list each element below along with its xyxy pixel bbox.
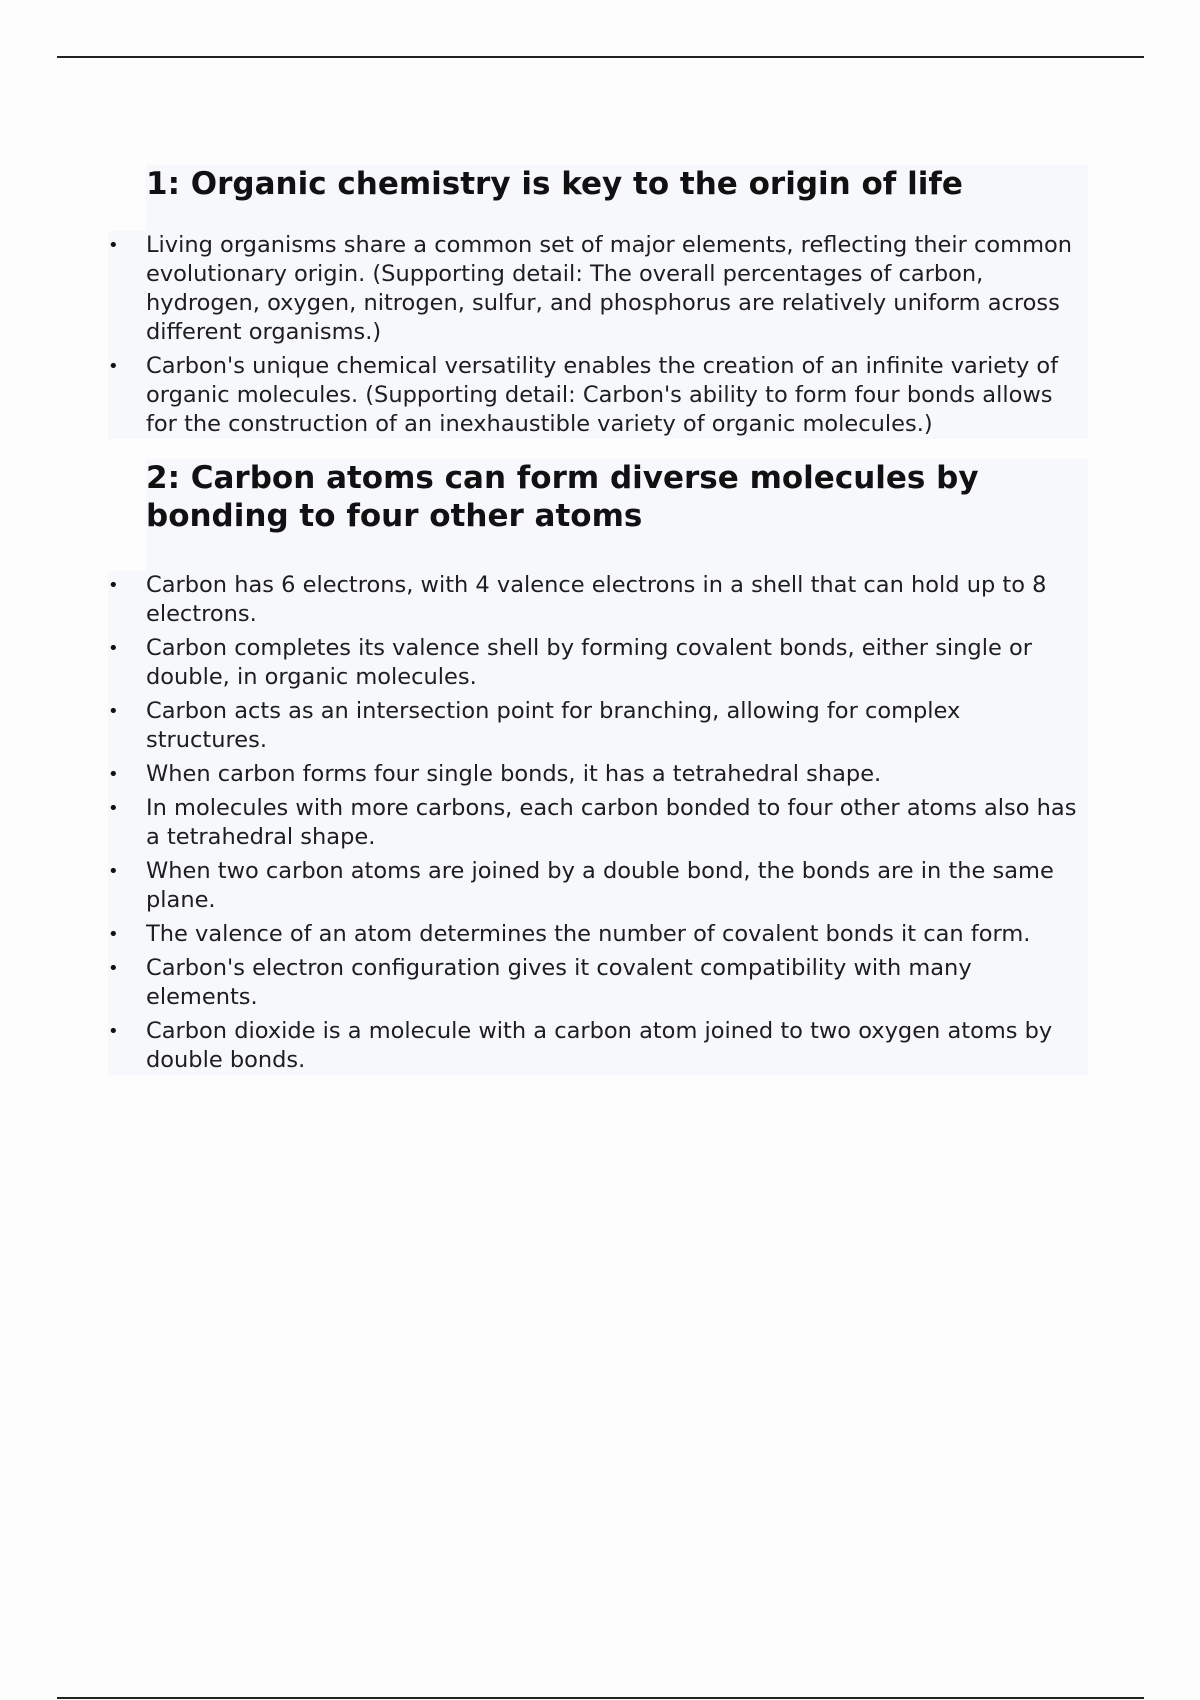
bullet-icon: • bbox=[108, 798, 119, 819]
section-origin-of-life bbox=[108, 165, 1088, 439]
page-top-rule bbox=[57, 56, 1144, 58]
bullet-icon: • bbox=[108, 235, 119, 256]
list-item: • In molecules with more carbons, each carbon bonded to four other atoms also has a tetrahedral shape. bbox=[108, 795, 1077, 850]
section-heading: 2: Carbon atoms can form diverse molecules by bonding to four other atoms bbox=[108, 459, 1088, 535]
list-item: • Carbon dioxide is a molecule with a carbon atom joined to two oxygen atoms by double bonds. bbox=[108, 1018, 1053, 1073]
bullet-icon: • bbox=[108, 861, 119, 882]
list-item: • Carbon's unique chemical versatility enables the creation of an infinite variety of organic molecules. (Supporting detail: Carbon's ability to form four bonds allows for the construction of an inexhaustible variety of organic molecules.) bbox=[108, 353, 1059, 437]
section-heading: 1: Organic chemistry is key to the origin of life bbox=[108, 165, 1088, 203]
list-item: • Carbon's electron configuration gives it covalent compatibility with many elements. bbox=[108, 955, 972, 1010]
bullet-icon: • bbox=[108, 638, 119, 659]
bullet-icon: • bbox=[108, 958, 119, 979]
list-item: • Carbon acts as an intersection point for branching, allowing for complex structures. bbox=[108, 698, 961, 753]
list-item: • When two carbon atoms are joined by a double bond, the bonds are in the same plane. bbox=[108, 858, 1054, 913]
list-item: • Carbon completes its valence shell by forming covalent bonds, either single or double, in organic molecules. bbox=[108, 635, 1032, 690]
list-item: • The valence of an atom determines the number of covalent bonds it can form. bbox=[108, 921, 1031, 947]
bullet-icon: • bbox=[108, 356, 119, 377]
list-item: • When carbon forms four single bonds, it has a tetrahedral shape. bbox=[108, 761, 882, 787]
list-item: • Carbon has 6 electrons, with 4 valence electrons in a shell that can hold up to 8 electrons. bbox=[108, 572, 1047, 627]
list-item: • Living organisms share a common set of major elements, reflecting their common evolutionary origin. (Supporting detail: The overall percentages of carbon, hydrogen, oxygen, nitrogen, sulfur, and phosphorus are relatively uniform across different organisms.) bbox=[108, 232, 1073, 345]
bullet-icon: • bbox=[108, 575, 119, 596]
bullet-list bbox=[108, 571, 1088, 1075]
bullet-list bbox=[108, 231, 1088, 439]
section-carbon-bonding bbox=[108, 459, 1088, 1075]
page-bottom-rule bbox=[57, 1697, 1144, 1699]
bullet-icon: • bbox=[108, 701, 119, 722]
document-content bbox=[108, 165, 1088, 1080]
bullet-icon: • bbox=[108, 764, 119, 785]
bullet-icon: • bbox=[108, 1021, 119, 1042]
bullet-icon: • bbox=[108, 924, 119, 945]
